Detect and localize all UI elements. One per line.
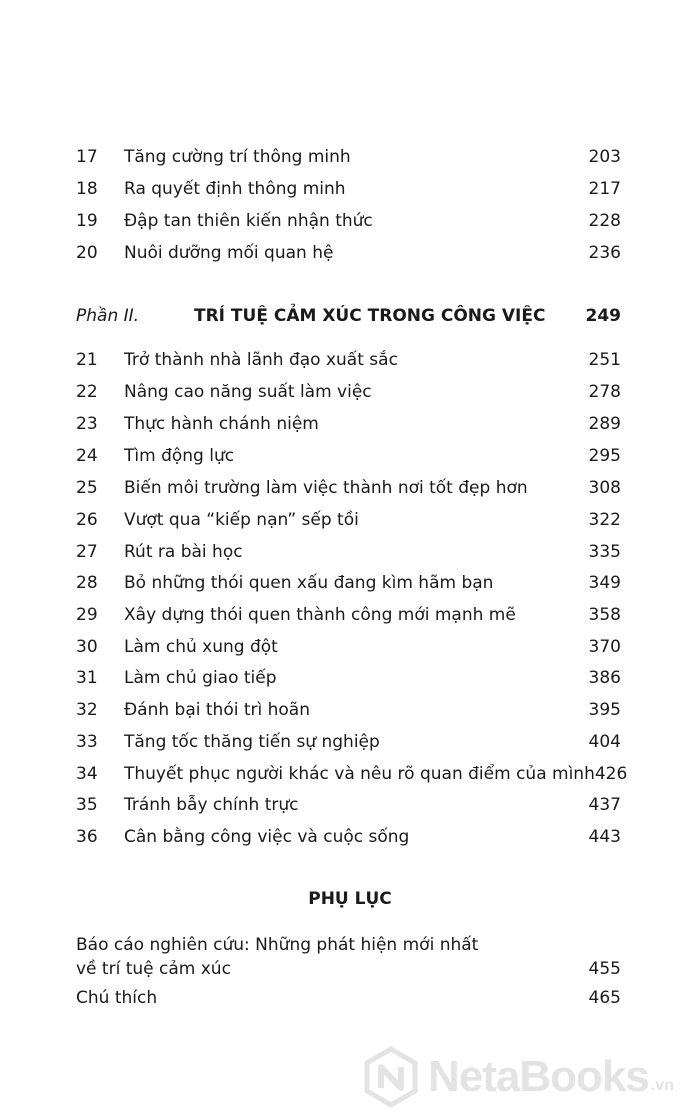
entry-page: 308: [588, 478, 621, 498]
entry-page: 386: [588, 668, 621, 688]
entry-page: 437: [588, 795, 621, 815]
entry-page: 228: [588, 211, 621, 231]
entry-page: 203: [588, 147, 621, 167]
entry-title: Làm chủ giao tiếp: [124, 668, 277, 688]
entry-title: Biến môi trường làm việc thành nơi tốt đẹp hơn: [124, 478, 528, 498]
entry-title: Trở thành nhà lãnh đạo xuất sắc: [124, 350, 398, 370]
part-page: 249: [585, 306, 621, 326]
toc-entry[interactable]: [76, 474, 621, 502]
entry-number: 24: [76, 446, 98, 466]
entry-title: Xây dựng thói quen thành công mới mạnh mẽ: [124, 605, 516, 625]
entry-title: Bỏ những thói quen xấu đang kìm hãm bạn: [124, 573, 494, 593]
entry-title: Rút ra bài học: [124, 542, 243, 562]
toc-entry[interactable]: [76, 538, 621, 566]
entry-number: 35: [76, 795, 98, 815]
toc-entry[interactable]: [76, 506, 621, 534]
entry-number: 20: [76, 243, 98, 263]
entry-number: 23: [76, 414, 98, 434]
toc-entry[interactable]: [76, 143, 621, 171]
toc-entry[interactable]: [76, 760, 628, 788]
toc-entry[interactable]: [76, 207, 621, 235]
entry-title: Làm chủ xung đột: [124, 637, 278, 657]
entry-page: 370: [588, 637, 621, 657]
entry-page: 322: [588, 510, 621, 530]
entry-title: Cân bằng công việc và cuộc sống: [124, 827, 410, 847]
entry-title: Tăng tốc thăng tiến sự nghiệp: [124, 732, 380, 752]
entry-title: Đánh bại thói trì hoãn: [124, 700, 310, 720]
entry-number: 34: [76, 764, 98, 784]
entry-number: 19: [76, 211, 98, 231]
toc-entry[interactable]: [76, 664, 621, 692]
toc-entry[interactable]: [76, 442, 621, 470]
entry-page: 295: [588, 446, 621, 466]
entry-number: 25: [76, 478, 98, 498]
entry-number: 29: [76, 605, 98, 625]
entry-page: 236: [588, 243, 621, 263]
toc-entry[interactable]: [76, 633, 621, 661]
entry-number: 18: [76, 179, 98, 199]
toc-entry[interactable]: [76, 728, 621, 756]
entry-number: 17: [76, 147, 98, 167]
entry-title: Nuôi dưỡng mối quan hệ: [124, 243, 334, 263]
research-title-line1: Báo cáo nghiên cứu: Những phát hiện mới nhất: [76, 935, 479, 955]
entry-page: 395: [588, 700, 621, 720]
entry-title: Vượt qua “kiếp nạn” sếp tồi: [124, 510, 359, 530]
entry-title: Nâng cao năng suất làm việc: [124, 382, 372, 402]
entry-page: 349: [588, 573, 621, 593]
toc-entry[interactable]: [76, 239, 621, 267]
entry-page: 278: [588, 382, 621, 402]
entry-number: 27: [76, 542, 98, 562]
entry-number: 31: [76, 668, 98, 688]
toc-entry[interactable]: [76, 791, 621, 819]
entry-number: 33: [76, 732, 98, 752]
entry-number: 32: [76, 700, 98, 720]
entry-title: Tránh bẫy chính trực: [124, 795, 299, 815]
entry-page: 358: [588, 605, 621, 625]
notes-page: 465: [588, 988, 621, 1008]
entry-page: 289: [588, 414, 621, 434]
appendix-entry-notes[interactable]: [76, 985, 621, 1011]
watermark-suffix: .vn: [650, 1077, 674, 1094]
toc-entry[interactable]: [76, 696, 621, 724]
netabooks-logo-icon: [360, 1046, 422, 1108]
toc-entry[interactable]: [76, 346, 621, 374]
entry-page: 217: [588, 179, 621, 199]
entry-page: 426: [594, 764, 628, 784]
entry-page: 335: [588, 542, 621, 562]
toc-entry[interactable]: [76, 601, 621, 629]
entry-number: 28: [76, 573, 98, 593]
entry-number: 21: [76, 350, 98, 370]
entry-title: Tìm động lực: [124, 446, 235, 466]
part-title: TRÍ TUỆ CẢM XÚC TRONG CÔNG VIỆC: [194, 306, 546, 326]
notes-title: Chú thích: [76, 988, 158, 1008]
appendix-heading: PHỤ LỤC: [308, 889, 392, 909]
appendix-entry-research[interactable]: [76, 933, 621, 981]
entry-number: 36: [76, 827, 98, 847]
toc-entry[interactable]: [76, 569, 621, 597]
watermark-brand: NetaBooks: [428, 1052, 649, 1101]
toc-entry[interactable]: [76, 823, 621, 851]
research-title-line2: về trí tuệ cảm xúc: [76, 959, 231, 979]
part-heading[interactable]: [76, 301, 621, 331]
entry-title: Ra quyết định thông minh: [124, 179, 346, 199]
toc-entry[interactable]: [76, 175, 621, 203]
part-label: Phần II.: [76, 306, 140, 326]
entry-title: Thực hành chánh niệm: [124, 414, 319, 434]
entry-page: 251: [588, 350, 621, 370]
entry-title: Tăng cường trí thông minh: [124, 147, 351, 167]
toc-entry[interactable]: [76, 378, 621, 406]
entry-number: 30: [76, 637, 98, 657]
entry-number: 22: [76, 382, 98, 402]
entry-title: Đập tan thiên kiến nhận thức: [124, 211, 373, 231]
toc-entry[interactable]: [76, 410, 621, 438]
entry-page: 443: [588, 827, 621, 847]
research-page: 455: [588, 959, 621, 979]
entry-number: 26: [76, 510, 98, 530]
entry-page: 404: [588, 732, 621, 752]
watermark: [360, 1042, 690, 1112]
entry-title: Thuyết phục người khác và nêu rõ quan điểm của mình: [124, 764, 595, 784]
